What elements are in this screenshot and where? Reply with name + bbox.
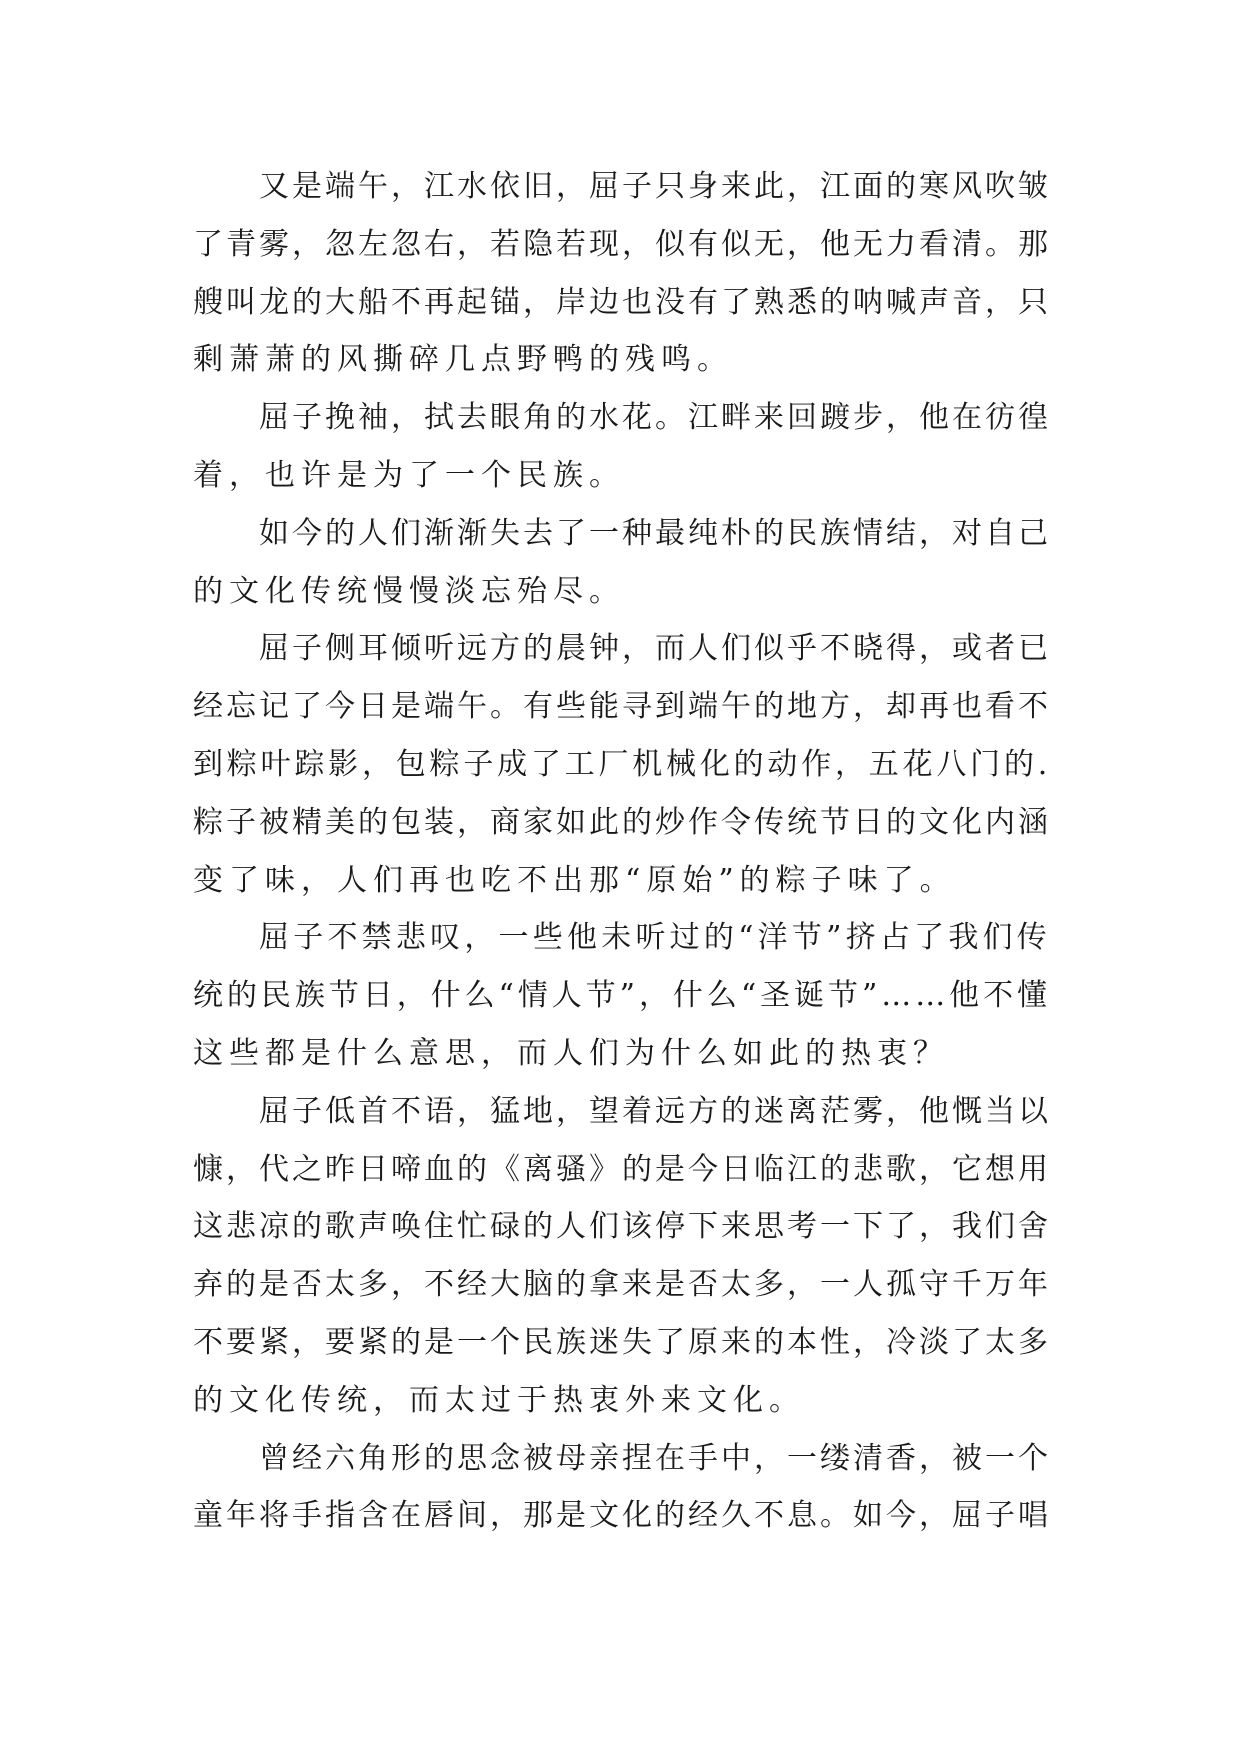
- paragraph-5: [193, 909, 1051, 1082]
- text-line: 艘叫龙的大船不再起锚，岸边也没有了熟悉的呐喊声音，只: [193, 284, 1051, 320]
- text-line: 的文化传统慢慢淡忘殆尽。: [193, 573, 625, 609]
- text-line: 屈子低首不语，猛地，望着远方的迷离茫雾，他慨当以: [259, 1093, 1051, 1129]
- text-line: 的文化传统，而太过于热衷外来文化。: [193, 1382, 805, 1418]
- text-line: 经忘记了今日是端午。有些能寻到端午的地方，却再也看不: [193, 689, 1051, 725]
- text-line: 如今的人们渐渐失去了一种最纯朴的民族情结，对自己: [259, 515, 1051, 551]
- text-line: 不要紧，要紧的是一个民族迷失了原来的本性，冷淡了太多: [193, 1324, 1051, 1360]
- text-line: 屈子侧耳倾听远方的晨钟，而人们似乎不晓得，或者已: [259, 631, 1051, 667]
- text-line: 曾经六角形的思念被母亲捏在手中，一缕清香，被一个: [259, 1440, 1051, 1476]
- text-line: 变了味，人们再也吃不出那“原始”的粽子味了。: [193, 862, 956, 898]
- paragraph-6: [193, 1083, 1051, 1430]
- text-line: 屈子挽袖，拭去眼角的水花。江畔来回踱步，他在彷徨: [259, 400, 1051, 436]
- text-line: 又是端午，江水依旧，屈子只身来此，江面的寒风吹皱: [259, 169, 1051, 204]
- text-line: 到粽叶踪影，包粽子成了工厂机械化的动作，五花八门的.: [193, 746, 1052, 782]
- text-line: 了青雾，忽左忽右，若隐若现，似有似无，他无力看清。那: [193, 226, 1051, 262]
- text-line: 屈子不禁悲叹，一些他未听过的“洋节”挤占了我们传: [259, 920, 1051, 956]
- text-line: 统的民族节日，什么“情人节”，什么“圣诞节”……他不懂: [193, 978, 1051, 1014]
- paragraph-4: [193, 620, 1051, 909]
- paragraph-3: [193, 505, 1051, 621]
- paragraph-2: [193, 389, 1051, 505]
- text-line: 慷，代之昨日啼血的《离骚》的是今日临江的悲歌，它想用: [193, 1151, 1051, 1187]
- text-line: 这悲凉的歌声唤住忙碌的人们该停下来思考一下了，我们舍: [193, 1209, 1051, 1245]
- text-line: 剩萧萧的风撕碎几点野鸭的残鸣。: [193, 342, 733, 378]
- paragraph-7: [193, 1430, 1051, 1546]
- text-line: 着，也许是为了一个民族。: [193, 457, 625, 493]
- text-line: 弃的是否太多，不经大脑的拿来是否太多，一人孤守千万年: [193, 1267, 1051, 1303]
- text-line: 这些都是什么意思，而人们为什么如此的热衷？: [193, 1035, 949, 1071]
- document-body: [193, 158, 1051, 1545]
- text-line: 粽子被精美的包装，商家如此的炒作令传统节日的文化内涵: [193, 804, 1051, 840]
- text-line: 童年将手指含在唇间，那是文化的经久不息。如今，屈子唱: [193, 1498, 1051, 1534]
- paragraph-1: [193, 158, 1051, 389]
